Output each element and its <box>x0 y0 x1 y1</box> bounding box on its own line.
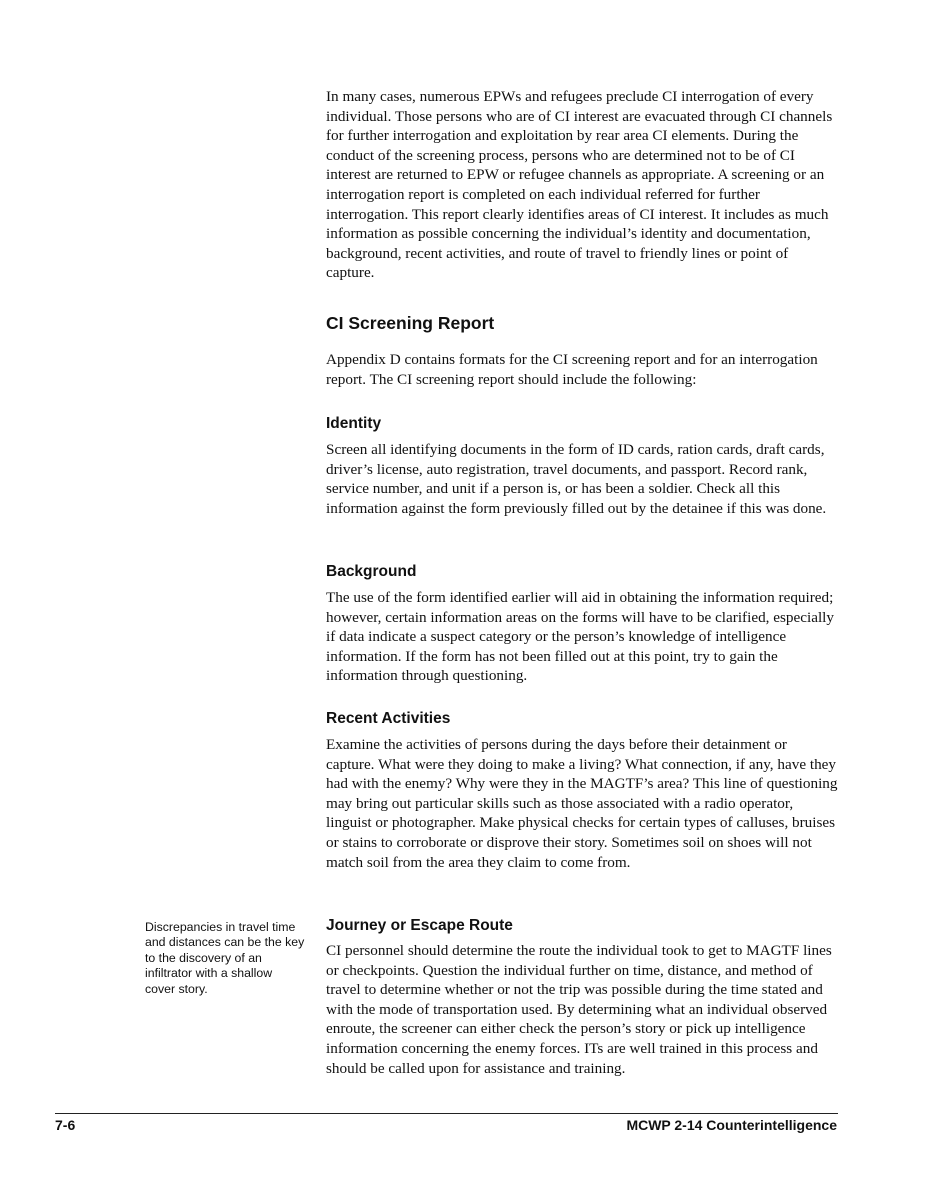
recent-activities-heading: Recent Activities <box>326 710 451 727</box>
footer-divider <box>55 1113 838 1114</box>
section-title: CI Screening Report <box>326 313 495 333</box>
journey-heading: Journey or Escape Route <box>326 917 513 934</box>
background-paragraph: The use of the form identified earlier will aid in obtaining the information required; however, certain information areas on the forms will have to be clarified, especially if data indicate a suspect category or the person’s knowledge of intelligence information. If the form has not been filled out at this point, try to gain the information through questioning. <box>326 589 834 685</box>
section-intro: Appendix D contains formats for the CI screening report and for an interrogation report. The CI screening report should include the following: <box>326 351 818 388</box>
journey-paragraph: CI personnel should determine the route the individual took to get to MAGTF lines or checkpoints. Question the individual further on time, distance, and method of travel to determine whether or not the trip was possible during the time stated and with the mode of transportation used. By determining what an individual observed enroute, the screener can either check the person’s story or pick up intelligence information concerning the enemy forces. ITs are well trained in this process and should be called upon for assistance and training. <box>326 942 832 1077</box>
margin-note: Discrepancies in travel time and distances can be the key to the discovery of an infiltrator with a shallow cover story. <box>145 920 305 996</box>
identity-paragraph: Screen all identifying documents in the form of ID cards, ration cards, draft cards, driver’s license, auto registration, travel documents, and passport. Record rank, service number, and unit if a person is, or has been a soldier. Check all this information against the form previously filled out by the detainee if this was done. <box>326 441 827 517</box>
page-number: 7-6 <box>55 1117 76 1133</box>
publication-title: MCWP 2-14 Counterintelligence <box>626 1117 837 1133</box>
recent-activities-paragraph: Examine the activities of persons during the days before their detainment or capture. What were they doing to make a living? What connection, if any, have they had with the enemy? Why were they in the MAGTF’s area? This line of questioning may bring out particular skills such as those associated with a radio operator, linguist or photographer. Make physical checks for certain types of calluses, bruises or stains to corroborate or disprove their story. Sometimes soil on shoes will not match soil from the area they claim to come from. <box>326 736 838 871</box>
identity-heading: Identity <box>326 415 382 432</box>
background-heading: Background <box>326 563 417 580</box>
intro-paragraph: In many cases, numerous EPWs and refugees preclude CI interrogation of every individual. Those persons who are of CI interest are evacuated through CI channels for further interrogation and exploitation by rear area CI elements. During the conduct of the screening process, persons who are determined not to be of CI interest are returned to EPW or refugee channels as appropriate. A screening or an interrogation report is completed on each individual referred for further interrogation. This report clearly identifies areas of CI interest. It includes as much information as possible concerning the individual’s identity and documentation, background, recent activities, and route of travel to friendly lines or point of capture. <box>326 88 833 282</box>
